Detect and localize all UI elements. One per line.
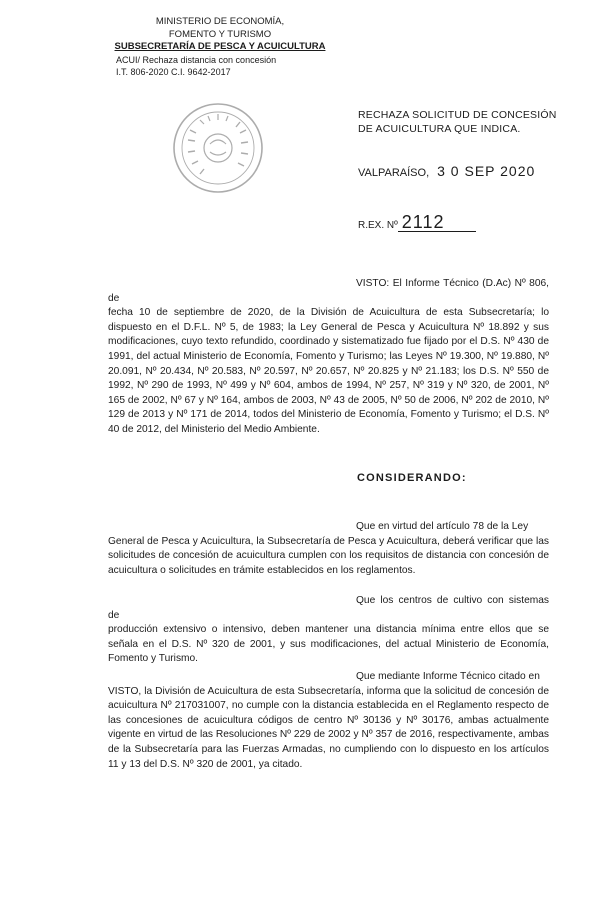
ministry-name-line-2: FOMENTO Y TURISMO [168,28,272,40]
resolution-number-line [358,213,476,232]
undersecretariat-name: SUBSECRETARÍA DE PESCA Y ACUICULTURA [114,41,326,52]
c1-text: General de Pesca y Acuicultura, la Subsecretaría de Pesca y Acuicultura, deberá verificar que las solicitudes de concesión de acuicultura cumplen con los requisitos de distancia con concesión de acuicultura o solicitudes en trámite establecidos en los reglamentos. [108,535,549,576]
place-date-line [358,163,535,179]
considerando-heading: CONSIDERANDO: [357,472,467,484]
c2-text: producción extensivo o intensivo, deben mantener una distancia mínima entre ellos que se señala en el D.S. Nº 320 de 2001, y sus modificaciones, del actual Ministerio de Economía, Fomento y Turismo. [108,624,549,665]
resolution-number: 2112 [398,213,476,232]
c1-lead: Que en virtud del artículo 78 de la Ley [356,521,529,532]
visto-text: fecha 10 de septiembre de 2020, de la División de Acuicultura de esta Subsecretaría; lo dispuesto en el D.F.L. Nº 5, de 1983; la Ley General de Pesca y Acuicultura Nº 18.892 y sus modificaciones, cuyo texto refundido, coordinado y sistematizado fue fijado por el D.S. Nº 430 de 1991, del actual Ministerio de Economía, Fomento y Turismo; las Leyes Nº 19.300, Nº 19.880, Nº 20.091, Nº 20.434, Nº 20.583, Nº 20.597, Nº 20.657, Nº 20.825 y Nº 21.183; los D.S. Nº 550 de 1992, Nº 290 de 1993, Nº 499 y Nº 604, ambos de 1994, Nº 257, Nº 319 y Nº 320, de 2001, Nº 165 de 2002, Nº 67 y Nº 164, ambos de 2003, Nº 43 de 2005, Nº 50 de 2006, Nº 202 de 2010, Nº 129 de 2013 y Nº 171 de 2014, todos del Ministerio de Economía, Fomento y Turismo; el D.S. Nº 40 de 2012, del Ministerio del Medio Ambiente. [108,307,549,435]
visto-lead: VISTO: El Informe Técnico (D.Ac) Nº 806, de [108,278,549,304]
reference-line-1: ACUI/ Rechaza distancia con concesión [116,54,277,65]
c2-lead: Que los centros de cultivo con sistemas de [108,595,549,621]
considerando-paragraph-2 [108,594,549,667]
resolution-number-label: R.EX. Nº [358,220,398,231]
official-stamp-icon [170,100,266,196]
considerando-paragraph-3 [108,670,549,772]
considerando-paragraph-1 [108,520,549,578]
resolution-title: RECHAZA SOLICITUD DE CONCESIÓN DE ACUICULTURA QUE INDICA. [358,109,557,135]
resolution-date-stamp: 3 0 SEP 2020 [437,163,536,179]
letterhead [110,16,330,79]
visto-paragraph [108,277,549,438]
c3-text: VISTO, la División de Acuicultura de esta Subsecretaría, informa que la solicitud de concesión de acuicultura Nº 217031007, no cumple con la distancia establecida en el Reglamento respecto de las concesiones de acuicultura códigos de centro Nº 30136 y Nº 30176, ambas actualmente vigente en virtud de las Resoluciones Nº 229 de 2002 y Nº 357 de 2016, respectivamente, ambas de la Subsecretaría para las Fuerzas Armadas, no cumpliendo con lo dispuesto en los artículos 11 y 13 del D.S. Nº 320 de 2001, ya citado. [108,685,549,770]
reference-line-2: I.T. 806-2020 C.I. 9642-2017 [116,67,231,77]
ministry-name: MINISTERIO DE ECONOMÍA, [155,16,285,27]
place-name: VALPARAÍSO, [358,167,430,179]
c3-lead: Que mediante Informe Técnico citado en [356,671,540,682]
